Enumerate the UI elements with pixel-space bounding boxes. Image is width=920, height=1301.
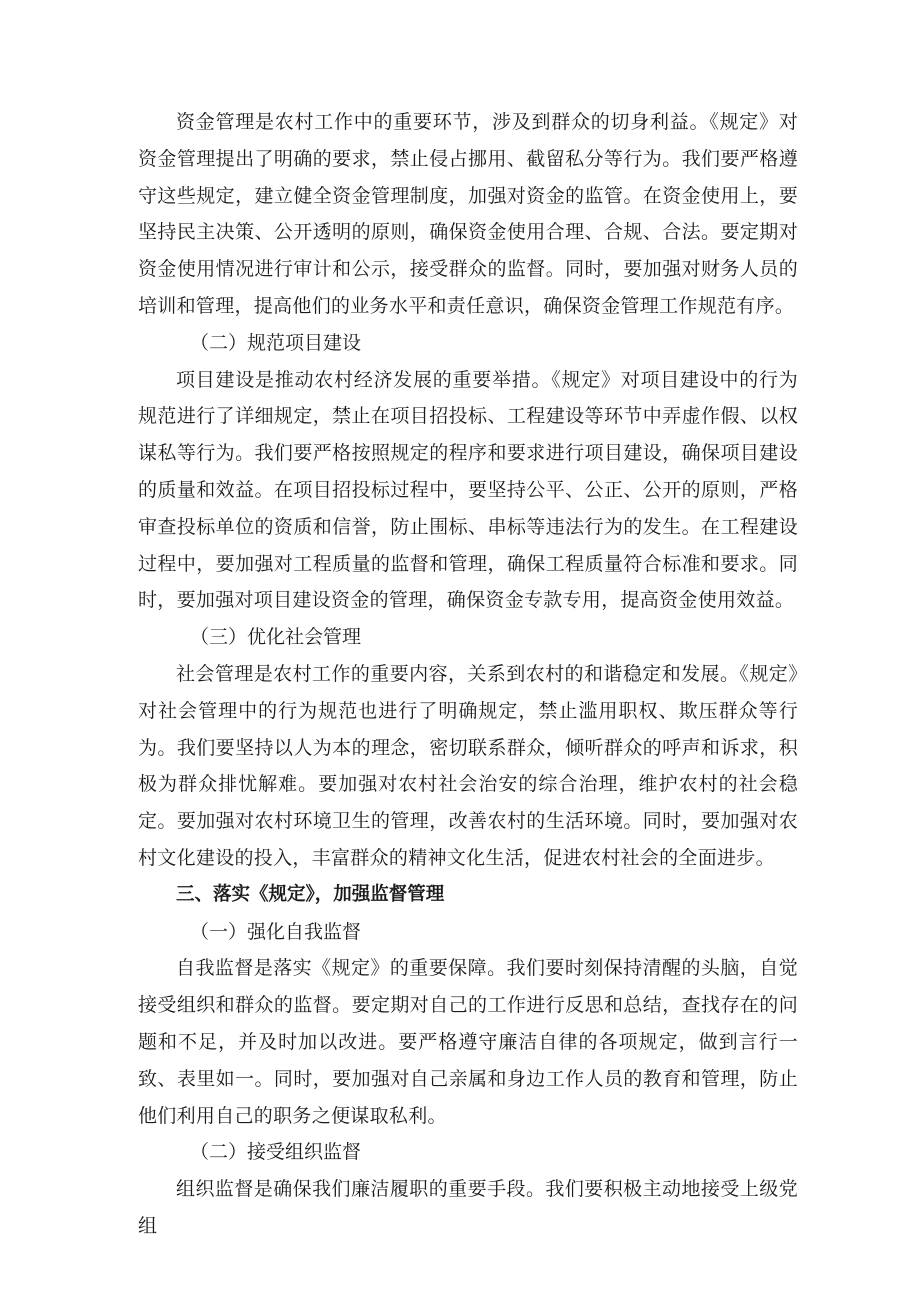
subheading-organization-supervision: （二）接受组织监督 bbox=[190, 1141, 362, 1164]
paragraph-project-construction: 项目建设是推动农村经济发展的重要举措。《规定》对项目建设中的行为规范进行了详细规定，禁止在项目招投标、工程建设等环节中弄虚作假、以权谋私等行为。我们要严格按照规定的程序和要求进行项目建设，确保项目建设的质量和效益。在项目招投标过程中，要坚持公平、公正、公开的原则，严格审查投标单位的资质和信誉，防止围标、串标等违法行为的发生。在工程建设过程中，要加强对工程质量的监督和管理，确保工程质量符合标准和要求。同时，要加强对项目建设资金的管理，确保资金专款专用，提高资金使用效益。 bbox=[138, 368, 798, 612]
subheading-social-management: （三）优化社会管理 bbox=[190, 626, 362, 649]
paragraph-social-management: 社会管理是农村工作的重要内容，关系到农村的和谐稳定和发展。《规定》对社会管理中的行为规范也进行了明确规定，禁止滥用职权、欺压群众等行为。我们要坚持以人为本的理念，密切联系群众，倾听群众的呼声和诉求，积极为群众排忧解难。要加强对农村社会治安的综合治理，维护农村的社会稳定。要加强对农村环境卫生的管理，改善农村的生活环境。同时，要加强对农村文化建设的投入，丰富群众的精神文化生活，促进农村社会的全面进步。 bbox=[138, 662, 798, 869]
paragraph-fund-management: 资金管理是农村工作中的重要环节，涉及到群众的切身利益。《规定》对资金管理提出了明确的要求，禁止侵占挪用、截留私分等行为。我们要严格遵守这些规定，建立健全资金管理制度，加强对资金的监管。在资金使用上，要坚持民主决策、公开透明的原则，确保资金使用合理、合规、合法。要定期对资金使用情况进行审计和公示，接受群众的监督。同时，要加强对财务人员的培训和管理，提高他们的业务水平和责任意识，确保资金管理工作规范有序。 bbox=[138, 111, 798, 317]
paragraph-self-supervision: 自我监督是落实《规定》的重要保障。我们要时刻保持清醒的头脑，自觉接受组织和群众的监督。要定期对自己的工作进行反思和总结，查找存在的问题和不足，并及时加以改进。要严格遵守廉洁自律的各项规定，做到言行一致、表里如一。同时，要加强对自己亲属和身边工作人员的教育和管理，防止他们利用自己的职务之便谋取私利。 bbox=[138, 957, 798, 1127]
document-body bbox=[138, 104, 798, 1245]
section-heading-supervision: 三、落实《规定》，加强监督管理 bbox=[176, 883, 445, 905]
subheading-project-construction: （二）规范项目建设 bbox=[190, 331, 362, 354]
subheading-self-supervision: （一）强化自我监督 bbox=[190, 920, 362, 943]
paragraph-organization-supervision: 组织监督是确保我们廉洁履职的重要手段。我们要积极主动地接受上级党组 bbox=[138, 1178, 798, 1237]
